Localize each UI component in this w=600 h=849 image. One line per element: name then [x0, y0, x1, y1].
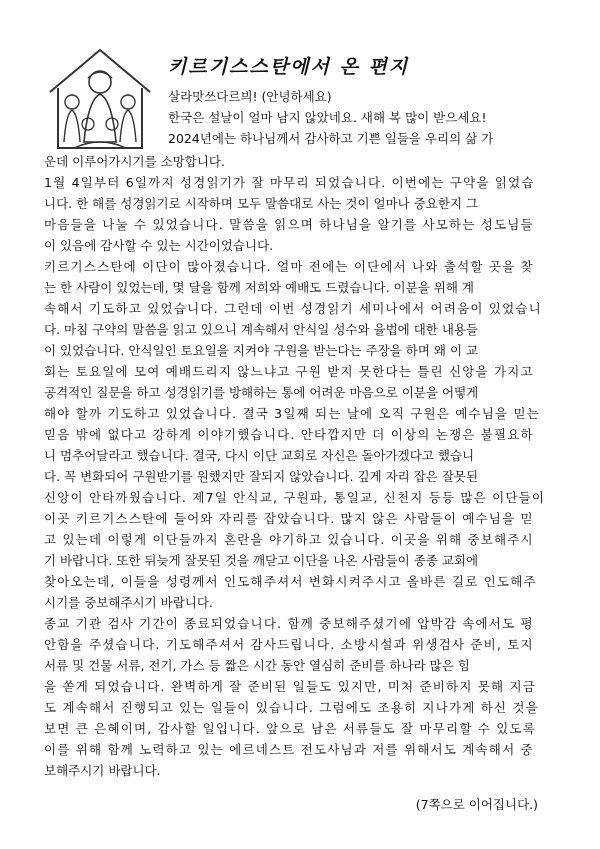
body-line: 종교 기관 검사 기간이 종료되었습니다. 함께 중보해주셨기에 압박감 속에서도 평 — [44, 616, 534, 631]
intro-line: 한국은 설날이 얼마 남지 않았네요. 새해 복 많이 받으세요! — [168, 110, 487, 125]
body-line: 다. 마침 구약의 말씀을 읽고 있으니 계속해서 안식일 성수와 율법에 대한 내용들 — [44, 322, 479, 337]
intro-line: 2024년에는 하나님께서 감사하고 기쁜 일들을 우리의 삶 가 — [168, 131, 494, 146]
body-line: 다. 꼭 변화되어 구원받기를 원했지만 잘되지 않았습니다. 깊게 자리 잡은 잘못된 — [44, 469, 479, 484]
body-line: 속해서 기도하고 있었습니다. 그런데 이번 성경읽기 세미나에서 어려움이 있었습니 — [44, 301, 542, 316]
body-line: 찾아오는데, 이들을 성령께서 인도해주셔서 변화시켜주시고 올바른 길로 인도해주 — [44, 574, 537, 589]
body-line: 공격적인 질문을 하고 성경읽기를 방해하는 통에 어려운 마음으로 이분을 어떻게 — [44, 385, 479, 400]
body-line: 니 멈추어달라고 했습니다. 결국, 다시 이단 교회로 자신은 돌아가겠다고 했습니 — [44, 448, 475, 463]
body-line: 이 있음에 감사할 수 있는 시간이었습니다. — [44, 238, 274, 253]
body-line: 고 있는데 이렇게 이단들까지 혼란을 야기하고 있습니다. 이곳을 위해 중보해주시 — [44, 532, 534, 547]
body-line: 운데 이루어가시기를 소망합니다. — [44, 154, 225, 169]
body-line: 안함을 주셨습니다. 기도해주셔서 감사드립니다. 소방시설과 위생검사 준비, 토지 — [44, 637, 534, 652]
body-line: 회는 토요일에 모여 예배드리지 않느냐고 구원 받지 못한다는 틀린 신앙을 가지고 — [44, 364, 534, 379]
body-line: 도 계속해서 진행되고 있는 일들이 있습니다. 그럼에도 조용히 지나가게 하신 것을 — [44, 700, 539, 715]
body-line: 시기를 중보해주시기 바랍니다. — [44, 595, 213, 610]
greeting-line: 살라맛쓰다르븨! (안녕하세요) — [168, 89, 332, 104]
body-line: 기 바랍니다. 또한 뒤늦게 잘못된 것을 깨닫고 이단을 나온 사람들이 종종 교회에 — [44, 553, 479, 568]
body-line: 을 쏟게 되었습니다. 완벽하게 잘 준비된 일들도 있지만, 미처 준비하지 못해 지금 — [44, 679, 537, 694]
body-line: 는 한 사람이 있었는데, 몇 달을 함께 저희와 예배도 드렸습니다. 이분을 위해 계 — [44, 280, 474, 295]
body-line: 이를 위해 함께 노력하고 있는 에르네스트 전도사님과 저를 위해서도 계속해서 중 — [44, 742, 534, 757]
body-line: 해야 할까 기도하고 있었습니다. 결국 3일째 되는 날에 오직 구원은 예수님을 믿는 — [44, 406, 541, 421]
body-line: 니다. 한 해를 성경읽기로 시작하며 모두 말씀대로 사는 것이 얼마나 중요한지 그 — [44, 196, 479, 211]
jesus-with-children-illustration — [44, 44, 156, 154]
continued-note: (7쪽으로 이어집니다.) — [415, 797, 538, 812]
body-line: 키르기스스탄에 이단이 많아졌습니다. 얼마 전에는 이단에서 나와 출석할 곳을 찾 — [44, 259, 534, 274]
body-line: 마음들을 나눌 수 있었습니다. 말씀을 읽으며 하나님을 알기를 사모하는 성도님들 — [44, 217, 534, 232]
body-line: 1월 4일부터 6일까지 성경읽기가 잘 마무리 되었습니다. 이번에는 구약을 읽었습 — [44, 175, 535, 190]
body-line: 이 있었습니다. 안식일인 토요일을 지켜야 구원을 받는다는 주장을 하며 왜 이 교 — [44, 343, 479, 358]
greeting — [168, 86, 493, 149]
body-line: 서류 및 건물 서류, 전기, 가스 등 짧은 시간 동안 열심히 준비를 하나라 많은 힘 — [44, 658, 470, 673]
body-line: 믿음 밖에 없다고 강하게 이야기했습니다. 안타깝지만 더 이상의 논쟁은 불필요하 — [44, 427, 534, 442]
letter-title: 키르기스스탄에서 온 편지 — [168, 56, 410, 78]
body-line: 이곳 키르기스스탄에 들어와 자리를 잡았습니다. 많지 않은 사람들이 예수님을 믿 — [44, 511, 534, 526]
body-line: 신앙이 안타까웠습니다. 제7일 안식교, 구원파, 통일교, 신천지 등등 많은 이단들이 — [44, 490, 546, 505]
body-line: 보해주시기 바랍니다. — [44, 763, 161, 778]
body-line: 보면 큰 은혜이며, 감사할 일입니다. 앞으로 남은 서류들도 잘 마무리할 수 있도록 — [44, 721, 537, 736]
